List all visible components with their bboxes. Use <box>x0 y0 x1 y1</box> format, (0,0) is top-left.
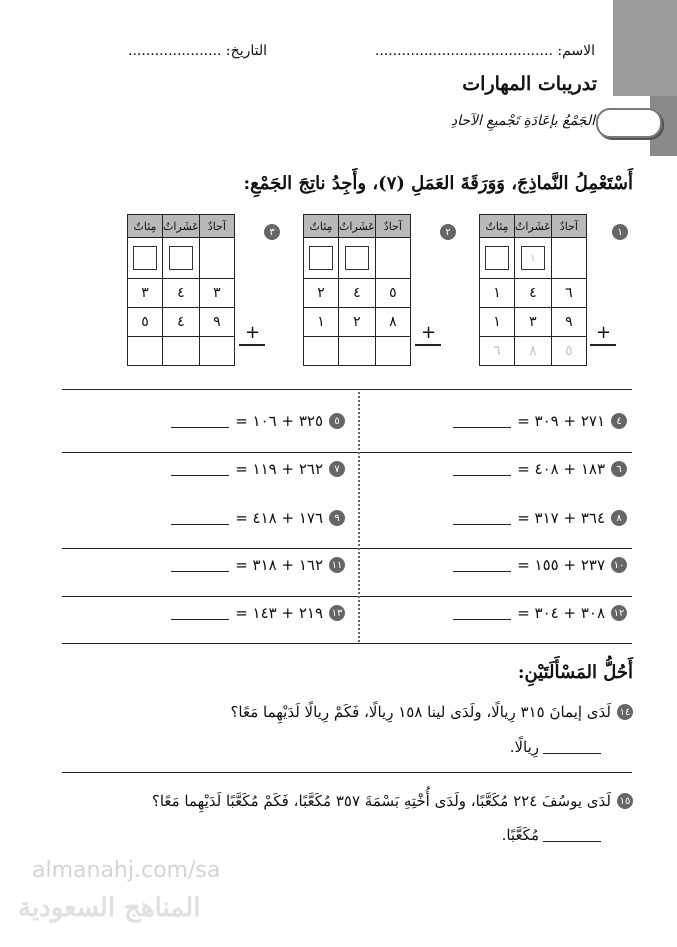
result-cell[interactable] <box>163 337 200 366</box>
col-tens: عَشَراتٌ <box>163 215 200 238</box>
badge-11: ١١ <box>329 557 345 573</box>
col-hundreds: مِئاتٌ <box>304 215 339 238</box>
sum-line <box>239 344 265 346</box>
answer-unit: مُكَعَّبًا. <box>501 826 539 844</box>
divider <box>62 452 632 453</box>
date-field[interactable]: التاريخ: ..................... <box>128 43 267 59</box>
answer-blank[interactable] <box>453 607 511 620</box>
column-divider <box>358 392 360 642</box>
carry-box-hundreds[interactable] <box>309 246 333 270</box>
badge-15: ١٥ <box>617 793 633 809</box>
exercise-text: ٢٣٧ + ١٥٥ = <box>517 556 605 574</box>
digit: ٤ <box>163 279 200 308</box>
digit: ٤ <box>515 279 552 308</box>
carry-box-hundreds[interactable] <box>133 246 157 270</box>
digit: ٣ <box>199 279 234 308</box>
answer-blank[interactable] <box>171 415 229 428</box>
result-cell[interactable] <box>304 337 339 366</box>
badge-2: ٢ <box>440 224 456 240</box>
col-hundreds: مِئاتٌ <box>480 215 515 238</box>
divider <box>62 389 632 390</box>
badge-1: ١ <box>612 224 628 240</box>
digit: ٩ <box>551 308 586 337</box>
place-value-table-2 <box>303 214 411 366</box>
name-field[interactable]: الاسم: ........................................ <box>374 43 595 59</box>
digit: ٦ <box>551 279 586 308</box>
exercise-6 <box>453 460 627 478</box>
watermark-logo: المناهج السعودية <box>18 893 201 923</box>
place-value-table-3 <box>127 214 235 366</box>
answer-blank[interactable] <box>543 829 601 842</box>
result-cell[interactable] <box>339 337 376 366</box>
sum-line <box>590 344 616 346</box>
plus-sign: + <box>421 322 437 343</box>
exercise-11 <box>171 556 345 574</box>
answer-14 <box>510 738 601 756</box>
plus-sign: + <box>245 322 261 343</box>
result-cell[interactable] <box>375 337 410 366</box>
exercise-text: ١٦٢ + ٣١٨ = <box>235 556 323 574</box>
col-tens: عَشَراتٌ <box>515 215 552 238</box>
divider <box>62 596 632 597</box>
exercise-text: ٢٦٢ + ١١٩ = <box>235 460 323 478</box>
answer-blank[interactable] <box>453 559 511 572</box>
col-ones: آحادٌ <box>551 215 586 238</box>
digit: ٩ <box>199 308 234 337</box>
exercise-9 <box>171 509 345 527</box>
badge-7: ٧ <box>329 461 345 477</box>
result-cell[interactable]: ٨ <box>515 337 552 366</box>
badge-5: ٥ <box>329 413 345 429</box>
answer-blank[interactable] <box>171 463 229 476</box>
carry-box-tens[interactable] <box>169 246 193 270</box>
problem-14 <box>230 703 633 721</box>
digit: ١ <box>480 279 515 308</box>
page-title: تدريبات المهارات <box>462 73 597 95</box>
exercise-text: ٣٢٥ + ١٠٦ = <box>235 412 323 430</box>
badge-6: ٦ <box>611 461 627 477</box>
answer-15 <box>502 826 601 844</box>
divider <box>62 772 632 773</box>
answer-blank[interactable] <box>453 463 511 476</box>
result-cell[interactable]: ٦ <box>480 337 515 366</box>
watermark-url: almanahj.com/sa <box>32 858 221 883</box>
badge-10: ١٠ <box>611 557 627 573</box>
instruction: أَسْتَعْمِلُ النَّماذِجَ، وَوَرَقَةَ العَمَلِ (٧)، وأَجِدُ ناتِجَ الجَمْعِ: <box>243 173 633 194</box>
answer-unit: رِيالًا. <box>509 738 539 756</box>
plus-sign: + <box>596 322 612 343</box>
digit: ١ <box>304 308 339 337</box>
col-hundreds: مِئاتٌ <box>128 215 163 238</box>
divider <box>62 548 632 549</box>
exercise-5 <box>171 412 345 430</box>
answer-blank[interactable] <box>543 741 601 754</box>
side-tab <box>613 0 677 96</box>
carry-box-hundreds[interactable] <box>485 246 509 270</box>
exercise-text: ٢١٩ + ١٤٣ = <box>235 604 323 622</box>
answer-blank[interactable] <box>171 512 229 525</box>
divider <box>62 643 632 644</box>
digit: ٣ <box>515 308 552 337</box>
exercise-4 <box>453 412 627 430</box>
sum-line <box>415 344 441 346</box>
digit: ١ <box>480 308 515 337</box>
answer-blank[interactable] <box>171 607 229 620</box>
digit: ٣ <box>128 279 163 308</box>
badge-14: ١٤ <box>617 704 633 720</box>
page-subtitle: الجَمْعُ بإعَادَةِ تَجْميعِ الآحادِ <box>450 113 595 129</box>
answer-blank[interactable] <box>453 415 511 428</box>
exercise-13 <box>171 604 345 622</box>
exercise-text: ٣٠٨ + ٣٠٤ = <box>517 604 605 622</box>
result-cell[interactable] <box>128 337 163 366</box>
exercise-text: ٢٧١ + ٣٠٩ = <box>517 412 605 430</box>
col-tens: عَشَراتٌ <box>339 215 376 238</box>
digit: ٤ <box>339 279 376 308</box>
badge-8: ٨ <box>611 510 627 526</box>
place-value-table-1 <box>479 214 587 366</box>
badge-4: ٤ <box>611 413 627 429</box>
carry-box-tens[interactable] <box>345 246 369 270</box>
badge-13: ١٣ <box>329 605 345 621</box>
exercise-10 <box>453 556 627 574</box>
exercise-8 <box>453 509 627 527</box>
digit: ٤ <box>163 308 200 337</box>
col-ones: آحادٌ <box>199 215 234 238</box>
exercise-12 <box>453 604 627 622</box>
answer-blank[interactable] <box>171 559 229 572</box>
exercise-text: ١٧٦ + ٤١٨ = <box>235 509 323 527</box>
col-ones: آحادٌ <box>375 215 410 238</box>
problem-text: لَدَى إيمانَ ٣١٥ رِيالًا، ولَدَى لينا ١٥٨ رِيالًا، فَكَمْ رِيالًا لَدَيْهِما مَعًا؟ <box>230 703 611 721</box>
badge-12: ١٢ <box>611 605 627 621</box>
digit: ٢ <box>339 308 376 337</box>
digit: ٥ <box>375 279 410 308</box>
digit: ٨ <box>375 308 410 337</box>
exercise-text: ٣٦٤ + ٣١٧ = <box>517 509 605 527</box>
problem-15 <box>152 792 633 810</box>
side-tab-pill <box>596 108 662 138</box>
carry-box-tens[interactable]: ١ <box>521 246 545 270</box>
result-cell[interactable]: ٥ <box>551 337 586 366</box>
result-cell[interactable] <box>199 337 234 366</box>
exercise-text: ١٨٣ + ٤٠٨ = <box>517 460 605 478</box>
answer-blank[interactable] <box>453 512 511 525</box>
problem-text: لَدَى يوسُفَ ٢٢٤ مُكَعَّبًا، ولَدَى أُخْتِهِ بَسْمَةَ ٣٥٧ مُكَعَّبًا، فَكَمْ مُكَعَّبًا لَدَيْهِما مَعًا؟ <box>151 792 611 810</box>
problems-title: أَحُلُّ المَسْأَلَتَيْنِ: <box>517 662 633 683</box>
badge-9: ٩ <box>329 510 345 526</box>
exercise-7 <box>171 460 345 478</box>
digit: ٥ <box>128 308 163 337</box>
badge-3: ٣ <box>264 224 280 240</box>
digit: ٢ <box>304 279 339 308</box>
